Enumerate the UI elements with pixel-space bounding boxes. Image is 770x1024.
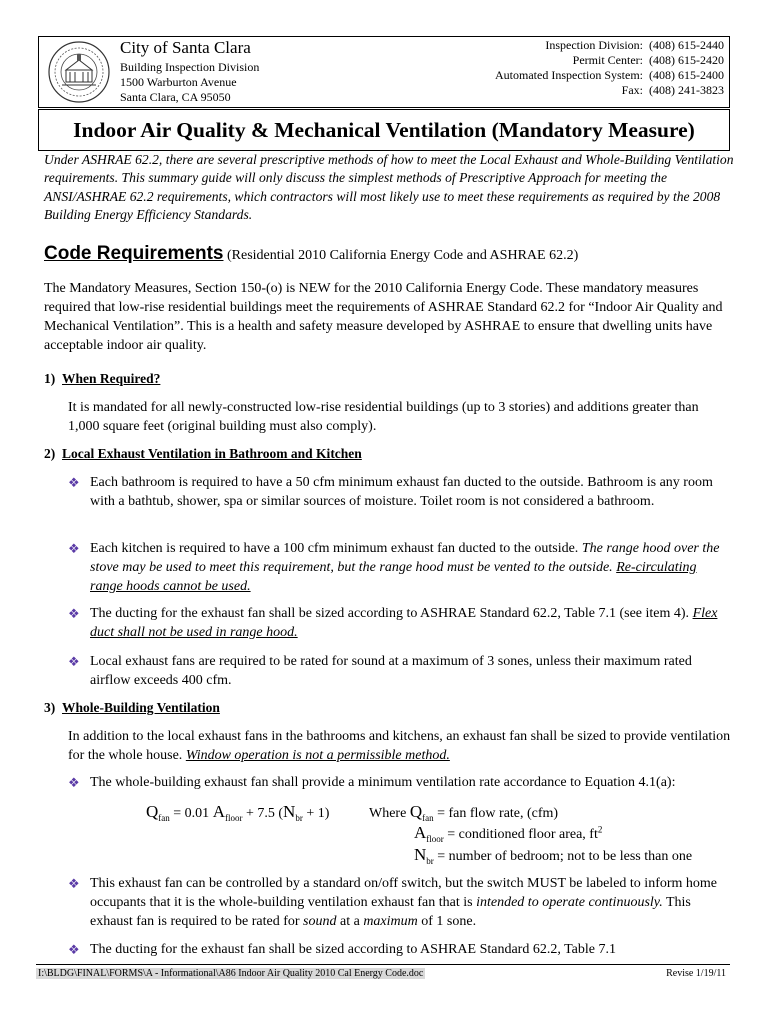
- address-line-2: 1500 Warburton Avenue: [120, 75, 237, 89]
- diamond-bullet-icon: ❖: [68, 654, 80, 669]
- contact-permit: Permit Center: (408) 615-2420: [572, 53, 724, 67]
- address-line-1: Building Inspection Division: [120, 60, 260, 74]
- section-1-heading: 1) When Required?: [44, 371, 161, 386]
- address-line-3: Santa Clara, CA 95050: [120, 90, 231, 104]
- city-seal-icon: [46, 40, 112, 104]
- bullet-kitchen: ❖ Each kitchen is required to have a 100 cfm minimum exhaust fan ducted to the outside. The range hood over the stove may be used to meet this requirement, but the range hood must be vented to the outside. Re-circulating range hoods cannot be used.: [68, 541, 720, 594]
- intro-paragraph: Under ASHRAE 62.2, there are several prescriptive methods of how to meet the Local Exhaust and Whole-Building Ventilation requirements. This summary guide will only discuss the simplest methods of Prescriptive Approach for meeting the ANSI/ASHRAE 62.2 requirements, which contractors will most likely use to meet these requirements as required by the 2008 Building Energy Efficiency Standards.: [44, 152, 734, 223]
- diamond-bullet-icon: ❖: [68, 606, 80, 621]
- section-3-body: In addition to the local exhaust fans in the bathrooms and kitchens, an exhaust fan shall be sized to provide ventilation for the whole house. Window operation is not a permissible method.: [68, 729, 731, 763]
- bullet-ducting-whole: ❖ The ducting for the exhaust fan shall be sized according to ASHRAE Standard 62.2, Table 7.1: [68, 942, 616, 957]
- ventilation-equation: $Q_{fan} = 0.01$ $A_{floor} + 7.5$ $(N_{br} + 1)$: [146, 802, 330, 823]
- bullet-switch: ❖ This exhaust fan can be controlled by a standard on/off switch, but the switch MUST be labeled to inform home occupants that it is the whole-building ventilation exhaust fan that is intended to operate continuously. This exhaust fan is required to be rated for sound at a maximum of 1 sone.: [68, 876, 718, 929]
- equation-def-qfan: Where $Q_{fan}$ = fan flow rate, (cfm): [369, 802, 559, 823]
- contact-inspection: Inspection Division: (408) 615-2440: [545, 38, 724, 52]
- contact-fax: Fax: (408) 241-3823: [621, 83, 724, 97]
- diamond-bullet-icon: ❖: [68, 775, 80, 790]
- bullet-bathroom: ❖ Each bathroom is required to have a 50 cfm minimum exhaust fan ducted to the outside. Bathroom is any room with a bathtub, shower, spa or similar sources of moisture. Toilet room is not considered a bathroom.: [68, 475, 713, 509]
- diamond-bullet-icon: ❖: [68, 942, 80, 957]
- section-3-heading: 3) Whole-Building Ventilation: [44, 700, 220, 715]
- diamond-bullet-icon: ❖: [68, 475, 80, 490]
- code-requirements-title: Code Requirements: [44, 243, 224, 264]
- equation-def-afloor: $A_{floor}$ = conditioned floor area, $ft^2$: [414, 823, 603, 844]
- document-title: Indoor Air Quality & Mechanical Ventilation (Mandatory Measure): [38, 109, 730, 151]
- section-2-heading: 2) Local Exhaust Ventilation in Bathroom and Kitchen: [44, 446, 362, 461]
- section-1-body: It is mandated for all newly-constructed low-rise residential buildings (up to 3 stories) and additions greater than 1,000 square feet (original building must also comply).: [68, 400, 699, 434]
- bullet-sound: ❖ Local exhaust fans are required to be rated for sound at a maximum of 3 sones, unless their maximum rated airflow exceeds 400 cfm.: [68, 654, 692, 688]
- footer-file-path: I:\BLDG\FINAL\FORMS\A - Informational\A86 Indoor Air Quality 2010 Cal Energy Code.doc: [38, 968, 424, 979]
- diamond-bullet-icon: ❖: [68, 541, 80, 556]
- footer-divider: [36, 964, 730, 965]
- contact-automated: Automated Inspection System: (408) 615-2400: [495, 68, 724, 82]
- city-name: City of Santa Clara: [120, 38, 251, 57]
- code-requirements-subtitle: (Residential 2010 California Energy Code and ASHRAE 62.2): [223, 248, 579, 263]
- bullet-ducting: ❖ The ducting for the exhaust fan shall be sized according to ASHRAE Standard 62.2, Table 7.1 (see item 4). Flex duct shall not be used in range hood.: [68, 606, 718, 640]
- footer-revision: Revise 1/19/11: [666, 968, 726, 979]
- code-requirements-heading: [44, 243, 578, 265]
- diamond-bullet-icon: ❖: [68, 876, 80, 891]
- equation-def-nbr: $N_{br}$ = number of bedroom; not to be less than one: [414, 845, 693, 866]
- code-requirements-body: The Mandatory Measures, Section 150-(o) is NEW for the 2010 California Energy Code. These mandatory measures required that low-rise residential buildings meet the requirements of ASHRAE Standard 62.2 for “Indoor Air Quality and Mechanical Ventilation”. This is a health and safety measure developed by ASHRAE to ensure that dwelling units have acceptable indoor air quality.: [44, 281, 723, 353]
- bullet-ventilation-rate: ❖ The whole-building exhaust fan shall provide a minimum ventilation rate accordance to Equation 4.1(a):: [68, 775, 676, 790]
